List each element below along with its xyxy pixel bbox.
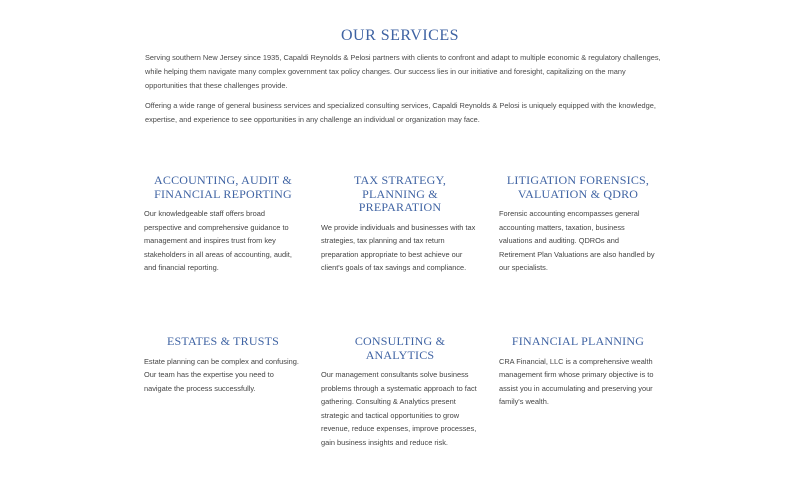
service-description-consulting-analytics: Our management consultants solve business problems through a systematic approach to fact gathering. Consulting & Analytics present strategic and tactical opportunities to grow revenue, reduce expenses, improve processes, gain business insights and reduce risk. bbox=[321, 370, 477, 447]
service-litigation-forensics bbox=[499, 174, 657, 275]
service-tax-strategy bbox=[321, 174, 479, 275]
service-title-tax-strategy[interactable]: TAX STRATEGY, PLANNING & PREPARATION bbox=[353, 173, 447, 214]
service-description-litigation-forensics: Forensic accounting encompasses general accounting matters, taxation, business valuations and auditing. QDROs and Retirement Plan Valuations are also handled by our specialists. bbox=[499, 209, 655, 273]
service-description-accounting-audit: Our knowledgeable staff offers broad perspective and comprehensive guidance to management and inspires trust from key stakeholders in all areas of accounting, audit, and financial reporting. bbox=[144, 209, 292, 273]
service-title-consulting-analytics[interactable]: CONSULTING & ANALYTICS bbox=[354, 334, 446, 362]
service-description-estates-trusts: Estate planning can be complex and confusing. Our team has the expertise you need to navigate the process successfully. bbox=[144, 356, 299, 393]
service-description-financial-planning: CRA Financial, LLC is a comprehensive wealth management firm whose primary objective is to assist you in accumulating and preserving your family's wealth. bbox=[499, 356, 654, 407]
service-title-estates-trusts[interactable]: ESTATES & TRUSTS bbox=[166, 334, 280, 348]
service-title-litigation-forensics[interactable]: LITIGATION FORENSICS, VALUATION & QDRO bbox=[506, 173, 650, 201]
service-financial-planning bbox=[499, 335, 657, 409]
service-description-tax-strategy: We provide individuals and businesses with tax strategies, tax planning and tax return preparation appropriate to best achieve our client's goals of tax savings and compliance. bbox=[321, 222, 476, 273]
service-title-financial-planning[interactable]: FINANCIAL PLANNING bbox=[511, 334, 645, 348]
page-title: OUR SERVICES bbox=[340, 27, 460, 44]
service-consulting-analytics bbox=[321, 335, 479, 450]
intro-paragraph-offering: Offering a wide range of general business services and specialized consulting services, Capaldi Reynolds & Pelosi is uniquely equipped with the knowledge, expertise, and experience to see opportunities in any challenge an individual or organization may face. bbox=[145, 101, 656, 124]
service-accounting-audit bbox=[144, 174, 302, 275]
intro-paragraph-history: Serving southern New Jersey since 1935, Capaldi Reynolds & Pelosi partners with clients to confront and adapt to multiple economic & regulatory challenges, while helping them navigate many complex government tax policy changes. Our success lies in our initiative and foresight, capitalizing on the many opportunities that these challenges provide. bbox=[145, 53, 661, 90]
service-estates-trusts bbox=[144, 335, 302, 395]
service-title-accounting-audit[interactable]: ACCOUNTING, AUDIT & FINANCIAL REPORTING bbox=[154, 173, 292, 201]
